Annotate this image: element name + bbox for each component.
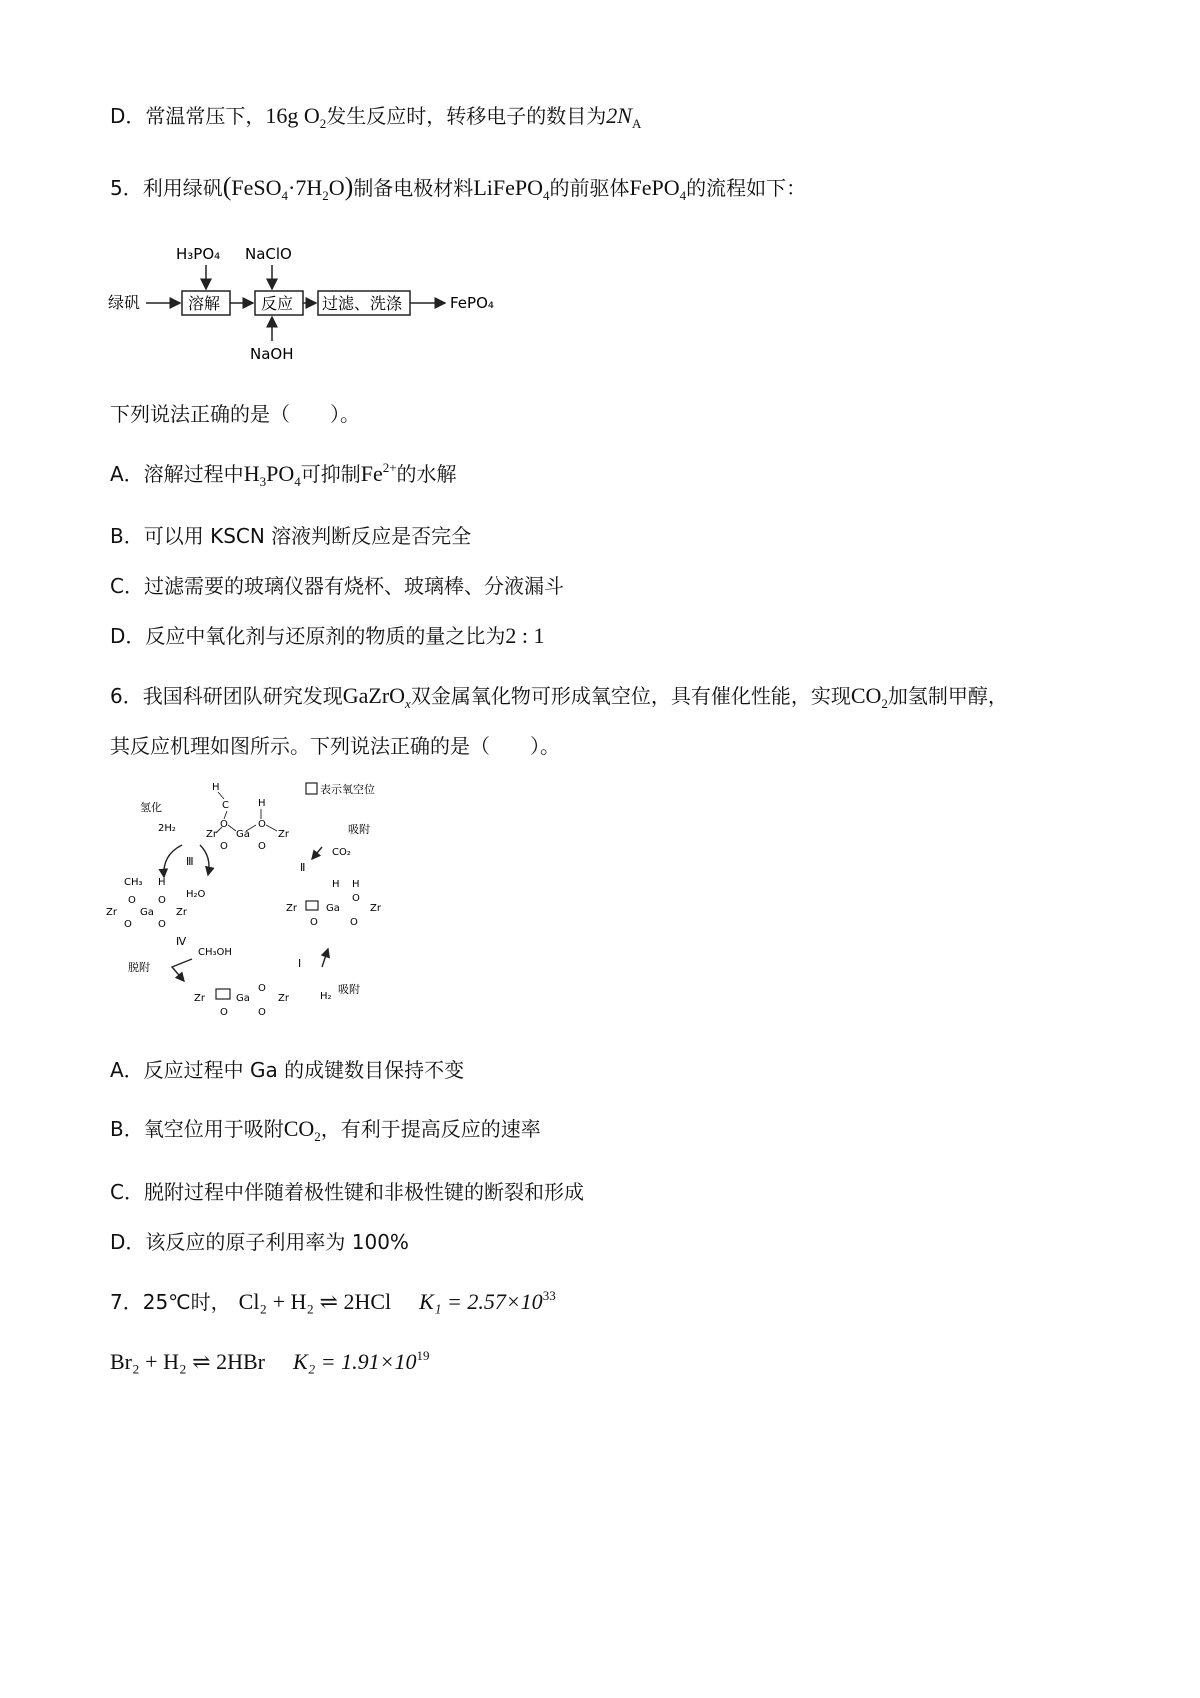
q5-question-text: 下列说法正确的是（ ）。 [110,402,360,426]
arrow-iv [172,959,192,981]
right-ga: Ga [326,903,340,914]
label-h2: H₂ [320,991,332,1002]
flow-box-filter-label: 过滤、洗涤 [322,294,403,313]
label-ch3oh: CH₃OH [198,947,232,958]
q4-option-d-mid: 发生反应时，转移电子的数目为 [326,104,607,128]
top-o1: O [258,819,266,830]
q5-stem: 5．利用绿矾$(FeSO_4\cdot 7H_2O)$制备电极材料LiFePO$_4$的前驱体FePO$_4$的流程如下： [110,172,807,203]
q5-option-b [110,520,471,549]
bottom-o2: O [220,1007,228,1018]
q5-option-a-ion: Fe [360,461,383,486]
q4-mass-sub: 2 [319,116,327,131]
top-o4: O [220,841,228,852]
q5-stem-num: 5．利用绿矾 [110,176,223,200]
q5-stem-mid: 制备电极材料 [353,176,474,200]
right-o3: O [350,917,358,928]
left-o3: O [124,919,132,930]
q4-electron-count-sub: A [631,116,642,131]
q5-option-c-text: C．过滤需要的玻璃仪器有烧杯、玻璃棒、分液漏斗 [110,574,564,598]
right-zr1: Zr [286,903,297,914]
q6-option-a [110,1054,464,1083]
bottom-o3: O [258,1007,266,1018]
right-h2: H [352,879,360,890]
q5-option-a-f: H [243,461,260,486]
q5-option-a-prefix: A．溶解过程中 [110,462,244,486]
flow-box-dissolve-label: 溶解 [188,294,221,313]
q7-k1-exp: 33 [542,1288,556,1303]
q6-formula: GaZrO [342,683,406,708]
q7-equation-1: Cl₂ + H₂ ⇌ 2HCl [238,1289,392,1314]
flow-product-label: FePO₄ [450,294,494,312]
arrow-ii [312,847,322,859]
q5-formula: FeSO [231,175,282,200]
q7-equation-2: Br₂ + H₂ ⇌ 2HBr [110,1349,265,1374]
q6-stem-end: 加氢制甲醇， [887,684,1008,708]
q6-stem-line2 [110,730,560,759]
q5-option-d-ratio: 2 : 1 [505,623,545,648]
q5-option-a-f2: PO [266,461,295,486]
q6-option-b-prefix: B．氧空位用于吸附 [110,1117,284,1141]
right-zr2: Zr [370,903,381,914]
left-zr1: Zr [106,907,117,918]
q7-k2: K₂ = 1.91×10 [292,1349,417,1374]
top-h2: H [258,798,266,809]
q5-lfp: LiFePO [473,175,543,200]
q4-option-d [110,100,641,132]
q5-fp-sub: 4 [679,188,687,203]
q5-stem-end: 的流程如下： [686,176,807,200]
q7-prefix: 7．25℃时， [110,1290,231,1314]
arrow-iii-2 [200,845,209,875]
step-iv: Ⅳ [176,935,187,948]
label-2h2: 2H₂ [158,823,176,834]
bottom-zr1: Zr [194,993,205,1004]
q7-k1: K₁ = 2.57×10 [419,1289,543,1314]
right-o1: O [352,893,360,904]
step-iii: Ⅲ [186,855,194,868]
left-o2: O [158,895,166,906]
q5-option-a-f-sub1: 3 [259,474,267,489]
q7-line1 [110,1286,556,1315]
flow-start-label: 绿矾 [108,293,141,312]
bottom-zr2: Zr [278,993,289,1004]
q6-option-a-text: A．反应过程中 Ga 的成键数目保持不变 [110,1058,465,1082]
top-h1: H [212,782,220,793]
q5-option-b-text: B．可以用 KSCN 溶液判断反应是否完全 [110,524,472,548]
label-h2o: H₂O [186,889,206,900]
q5-option-a [110,458,457,490]
q4-mass: 16g O [265,103,320,128]
q5-option-c [110,570,564,599]
left-o1: O [128,895,136,906]
q6-co2-sub: 2 [881,696,888,711]
q6-option-c-text: C．脱附过程中伴随着极性键和非极性键的断裂和形成 [110,1180,584,1204]
q6-co2: CO [850,683,882,708]
bottom-vacancy [216,989,230,999]
left-ch3: CH₃ [124,877,143,888]
left-zr2: Zr [176,907,187,918]
q5-formula-dot: ·7H [288,175,323,200]
q6-stem-prefix: 6．我国科研团队研究发现 [110,684,343,708]
arrow-i [322,949,328,967]
bottom-o1: O [258,983,266,994]
flow-reagent-naclo: NaClO [245,245,292,263]
label-co2: CO₂ [332,847,351,858]
top-o2: O [220,819,228,830]
legend-vacancy-box [306,783,317,794]
q7-line2 [110,1348,429,1375]
q6-stem-mid: 双金属氧化物可形成氧空位，具有催化性能，实现 [410,684,851,708]
q5-stem-mid2: 的前驱体 [549,176,630,200]
q4-option-d-prefix: D．常温常压下， [110,104,266,128]
left-o4: O [158,919,166,930]
q7-k2-exp: 19 [416,1348,430,1363]
top-c: C [222,800,229,811]
right-vacancy [306,901,318,910]
arrow-iii-1 [164,845,182,877]
q6-option-b [110,1113,541,1145]
left-h: H [158,877,166,888]
q6-option-b-end: ，有利于提高反应的速率 [320,1117,541,1141]
label-desorb: 脱附 [128,961,150,974]
q5-option-a-ion-sup: 2+ [382,460,397,475]
q6-option-b-co2-sub: 2 [314,1129,321,1144]
q5-flow-diagram [100,235,560,375]
q6-option-b-co2: CO [283,1116,315,1141]
q5-formula-o: O [328,175,345,200]
label-adsorb-h2: 吸附 [338,983,360,996]
q5-option-a-mid: 可抑制 [300,462,361,486]
flow-reagent-h3po4: H₃PO₄ [176,245,221,263]
q5-question [110,398,360,427]
q6-option-d-text: D．该反应的原子利用率为 100% [110,1230,409,1254]
top-ga: Ga [236,829,250,840]
q6-mechanism-diagram [100,775,400,1025]
q4-electron-count: 2N [606,103,632,128]
q5-lfp-sub: 4 [543,188,550,203]
top-zr1: Zr [206,829,217,840]
q6-option-d [110,1226,409,1255]
right-o2: O [310,917,318,928]
q5-option-a-f-sub2: 4 [294,474,301,489]
q5-option-a-end: 的水解 [396,462,457,486]
q5-formula-sub2: 2 [322,188,329,203]
bottom-ga: Ga [236,993,250,1004]
top-zr2: Zr [278,829,289,840]
step-ii: Ⅱ [300,861,306,874]
q5-option-d-prefix: D．反应中氧化剂与还原剂的物质的量之比为 [110,624,506,648]
q6-option-c [110,1176,584,1205]
q6-stem-line1 [110,680,1008,712]
q5-option-d [110,620,545,649]
q6-stem2-text: 其反应机理如图所示。下列说法正确的是（ ）。 [110,734,560,758]
q5-formula-sub1: 4 [281,188,289,203]
q6-formula-x: x [405,696,411,711]
legend-label: 表示氧空位 [320,783,375,796]
q5-fp: FePO [629,175,680,200]
flow-reagent-naoh: NaOH [250,345,294,363]
left-ga: Ga [140,907,154,918]
label-adsorb-co2: 吸附 [348,823,370,836]
label-hydrogenation: 氢化 [140,801,162,814]
step-i: Ⅰ [298,957,302,970]
flow-box-react-label: 反应 [261,294,294,313]
right-h1: H [332,879,340,890]
top-o3: O [258,841,266,852]
